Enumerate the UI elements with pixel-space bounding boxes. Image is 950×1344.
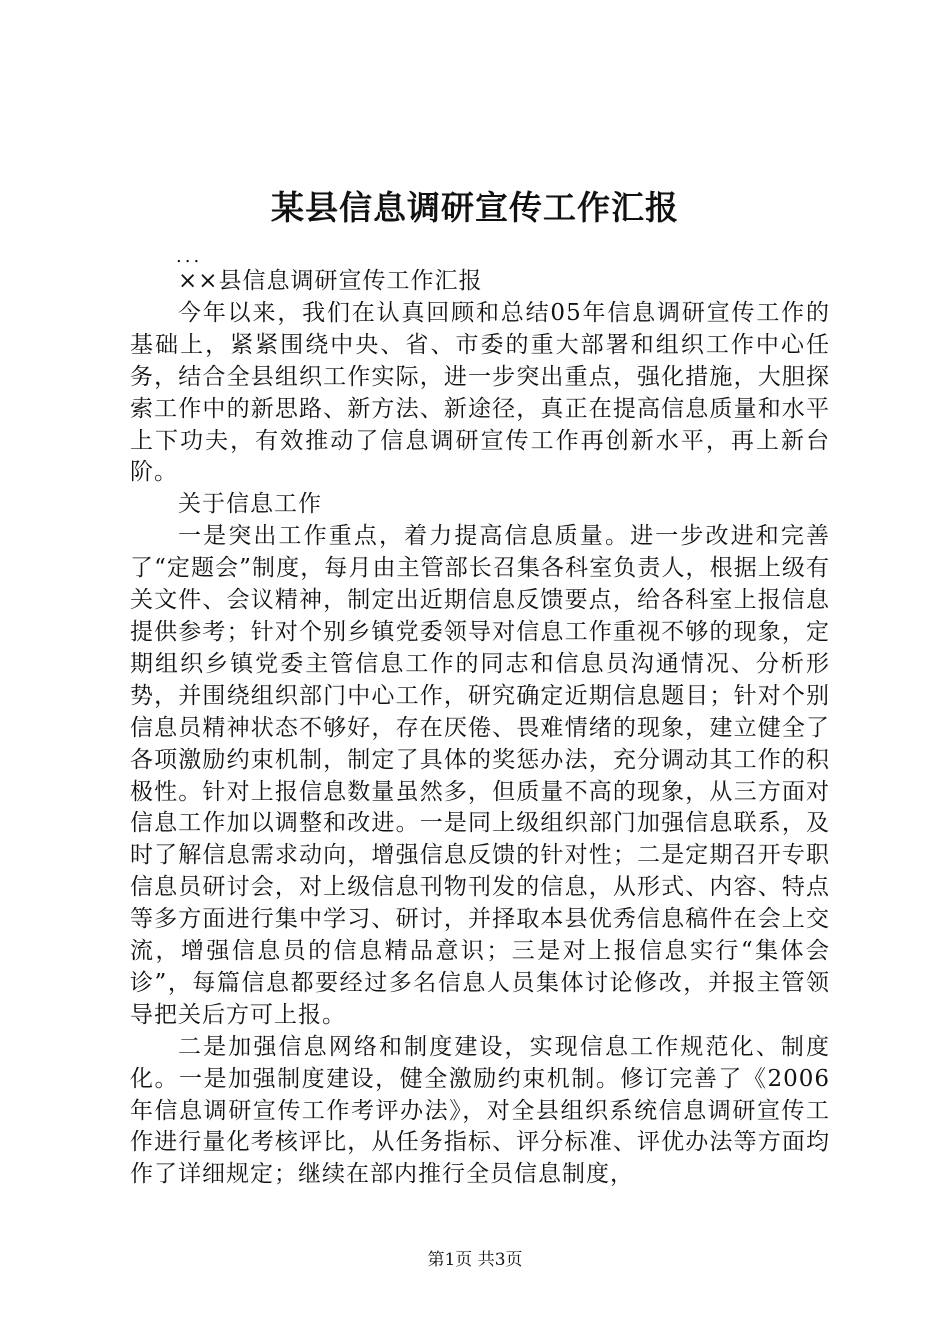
- paragraph-intro: 今年以来，我们在认真回顾和总结05年信息调研宣传工作的基础上，紧紧围绕中央、省、市委的重大部署和组织工作中心任务，结合全县组织工作实际，进一步突出重点，强化措施，大胆探索工作中的新思路、新方法、新途径，真正在提高信息质量和水平上下功夫，有效推动了信息调研宣传工作再创新水平，再上新台阶。: [130, 299, 830, 486]
- document-title: 某县信息调研宣传工作汇报: [271, 188, 679, 227]
- page-footer: 第1页 共3页: [427, 1250, 523, 1270]
- section-heading: 关于信息工作: [178, 491, 322, 518]
- paragraph-heading: ××县信息调研宣传工作汇报: [178, 268, 483, 294]
- ellipsis-marker: ...: [176, 246, 203, 267]
- paragraph-point-one: 一是突出工作重点，着力提高信息质量。进一步改进和完善了“定题会”制度，每月由主管部长召集各科室负责人，根据上级有关文件、会议精神，制定出近期信息反馈要点，给各科室上报信息提供参考；针对个别乡镇党委领导对信息工作重视不够的现象，定期组织乡镇党委主管信息工作的同志和信息员沟通情况、分析形势，并围绕组织部门中心工作，研究确定近期信息题目；针对个别信息员精神状态不够好，存在厌倦、畏难情绪的现象，建立健全了各项激励约束机制，制定了具体的奖惩办法，充分调动其工作的积极性。针对上报信息数量虽然多，但质量不高的现象，从三方面对信息工作加以调整和改进。一是同上级组织部门加强信息联系，及时了解信息需求动向，增强信息反馈的针对性；二是定期召开专职信息员研讨会，对上级信息刊物刊发的信息，从形式、内容、特点等多方面进行集中学习、研讨，并择取本县优秀信息稿件在会上交流，增强信息员的信息精品意识；三是对上报信息实行“集体会诊”，每篇信息都要经过多名信息人员集体讨论修改，并报主管领导把关后方可上报。: [130, 523, 830, 1028]
- paragraph-point-two: 二是加强信息网络和制度建设，实现信息工作规范化、制度化。一是加强制度建设，健全激励约束机制。修订完善了《2006年信息调研宣传工作考评办法》，对全县组织系统信息调研宣传工作进行量化考核评比，从任务指标、评分标准、评优办法等方面均作了详细规定；继续在部内推行全员信息制度，: [130, 1033, 830, 1188]
- document-body: [130, 266, 830, 1191]
